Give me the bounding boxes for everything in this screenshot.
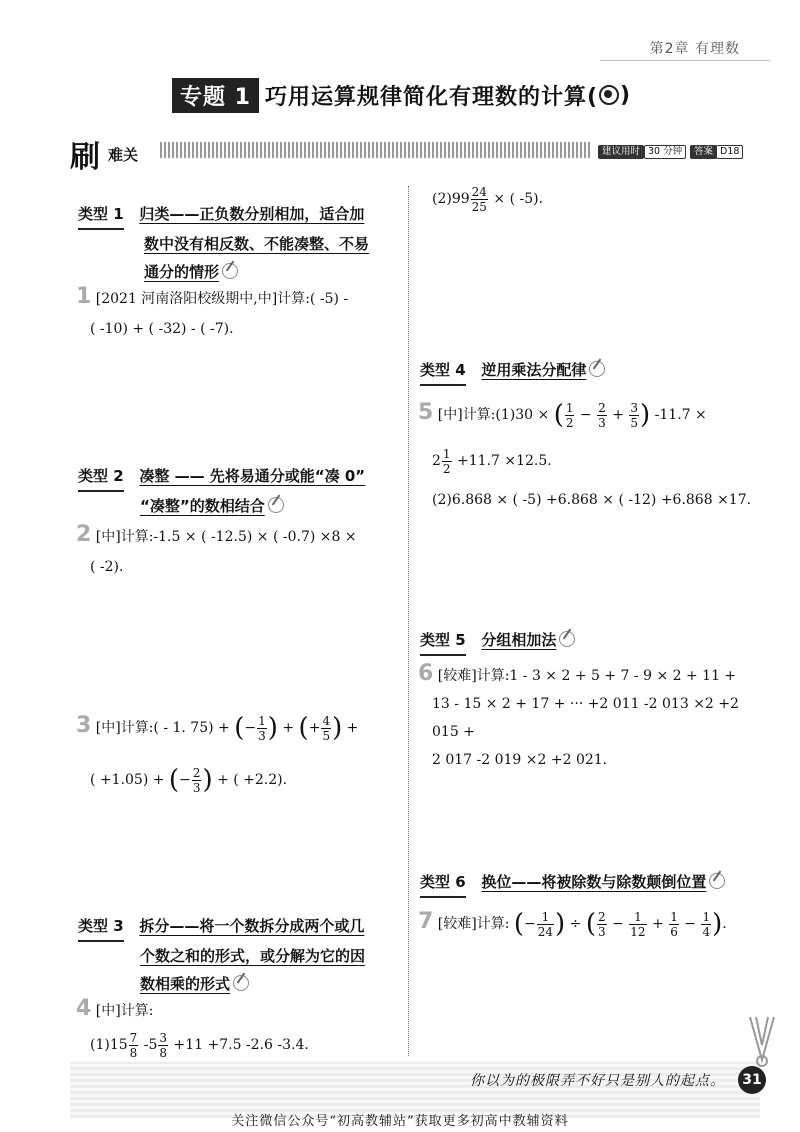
type-6-heading bbox=[420, 868, 765, 898]
fraction: $\frac{4}{5}$ bbox=[322, 713, 331, 743]
type-1-heading bbox=[78, 200, 408, 286]
type-5-label: 类型 5 bbox=[420, 626, 466, 656]
type-4-name: 逆用乘法分配律 bbox=[481, 361, 587, 379]
question-3-number: 3 bbox=[76, 713, 92, 738]
question-3-pre: [中]计算:( - 1. 75) + bbox=[95, 720, 230, 736]
type-6-label: 类型 6 bbox=[420, 868, 466, 898]
question-4-line-1: [中]计算: bbox=[95, 1003, 154, 1019]
question-4-number: 4 bbox=[76, 996, 92, 1021]
type-4-heading bbox=[420, 356, 760, 386]
wechat-notice: 关注微信公众号“初高教辅站”获取更多初高中教辅资料 bbox=[231, 1114, 569, 1129]
question-1 bbox=[76, 282, 406, 344]
title-text: 巧用运算规律简化有理数的计算( bbox=[264, 84, 599, 110]
shua-sub: 难关 bbox=[108, 146, 139, 164]
question-4 bbox=[76, 992, 406, 1062]
fraction: $\frac{1}{3}$ bbox=[258, 713, 266, 743]
type-4-label: 类型 4 bbox=[420, 356, 466, 386]
motto: 你以为的极限弄不好只是别人的起点。 bbox=[470, 1073, 725, 1089]
page-title bbox=[172, 78, 631, 112]
question-2-line-2: ( -2). bbox=[90, 559, 124, 575]
type-5-heading bbox=[420, 626, 760, 656]
type-1-name-2: 数中没有相反数、不能凑整、不易 bbox=[144, 235, 370, 253]
type-2-heading bbox=[78, 462, 408, 520]
fraction: $\frac{1}{2}$ bbox=[442, 446, 451, 476]
page-number: 31 bbox=[738, 1066, 766, 1094]
question-5-number: 5 bbox=[418, 400, 434, 425]
type-2-label: 类型 2 bbox=[78, 462, 124, 492]
fraction: $\frac{2}{3}$ bbox=[598, 400, 606, 430]
question-3-line-2a: ( +1.05) + bbox=[90, 772, 165, 788]
fraction: $\frac{2}{3}$ bbox=[192, 765, 201, 795]
fraction: $\frac{1}{2}$ bbox=[565, 400, 574, 430]
answer-label: 答案 bbox=[690, 145, 717, 159]
fraction: $\frac{7}{8}$ bbox=[129, 1030, 138, 1060]
question-2-number: 2 bbox=[76, 522, 92, 547]
pen-icon bbox=[222, 263, 238, 279]
question-7-number: 7 bbox=[418, 909, 434, 934]
question-3: 3 [中]计算:( - 1. 75) + (− $\frac{1}{3}$ ) + (+ $\frac{4}{5}$ ) + ( +1.05) + (− $\frac{2}{3}$ ) + ( +2.2). bbox=[76, 713, 359, 795]
title-close: ) bbox=[620, 82, 632, 108]
eye-icon bbox=[599, 85, 619, 105]
pen-icon bbox=[268, 497, 284, 513]
pen-icon bbox=[589, 361, 605, 377]
type-3-name-1: 拆分——将一个数拆分成两个或几 bbox=[139, 917, 365, 935]
type-3-label: 类型 3 bbox=[78, 912, 124, 942]
fraction: $\frac{24}{25}$ bbox=[471, 184, 487, 214]
question-1-number: 1 bbox=[76, 284, 92, 309]
chapter-label: 第2章 有理数 bbox=[649, 41, 740, 57]
type-2-name-1: 凑整 —— 先将易通分或能“凑 0” bbox=[139, 467, 366, 485]
question-3-line-2b: + ( +2.2). bbox=[217, 772, 288, 788]
paper-clip-icon bbox=[742, 1015, 782, 1070]
shua-char: 刷 bbox=[70, 140, 100, 175]
fraction: $\frac{1}{6}$ bbox=[670, 909, 678, 939]
type-1-name-3: 通分的情形 bbox=[144, 263, 220, 281]
time-label: 建议用时 bbox=[598, 145, 644, 159]
type-1-label: 类型 1 bbox=[78, 200, 124, 230]
column-divider bbox=[408, 186, 409, 1056]
question-1-line-2: ( -10) + ( -32) - ( -7). bbox=[90, 321, 234, 337]
question-5: 5 [中]计算:(1)30 × ( $\frac{1}{2}$ − $\frac{2}{3}$ + $\frac{3}{5}$ ) -11.7 × 2 $\frac{1}{2}$ +11.7 ×12.5. (2)6.868 × ( -5) +6.868 × ( -12) +6.868 ×17. bbox=[418, 390, 763, 516]
question-4-part-2: (2)99 $\frac{24}{25}$ × ( -5). bbox=[432, 184, 544, 214]
type-5-name: 分组相加法 bbox=[481, 631, 557, 649]
type-2-name-2: “凑整”的数相结合 bbox=[140, 497, 265, 515]
question-7: 7 [较难]计算: (− $\frac{1}{24}$ ) ÷ ( $\frac{2}{3}$ − $\frac{1}{12}$ + $\frac{1}{6}$ − $\frac{1}{4}$ ). bbox=[418, 909, 727, 939]
fraction: $\frac{1}{4}$ bbox=[702, 909, 711, 939]
type-1-name-1: 归类——正负数分别相加，适合加 bbox=[139, 205, 365, 223]
question-2-line-1: [中]计算:-1.5 × ( -12.5) × ( -0.7) ×8 × bbox=[95, 529, 357, 545]
answer-value: D18 bbox=[716, 145, 743, 159]
pen-icon bbox=[233, 975, 249, 991]
question-1-line-1: [2021 河南洛阳校级期中,中]计算:( -5) - bbox=[95, 291, 349, 307]
type-3-heading bbox=[78, 912, 408, 998]
fraction: $\frac{1}{24}$ bbox=[537, 909, 554, 939]
type-6-name: 换位——将被除数与除数颠倒位置 bbox=[481, 873, 707, 891]
question-5-part-2: (2)6.868 × ( -5) +6.868 × ( -12) +6.868 ×17. bbox=[432, 492, 752, 508]
header-rule bbox=[600, 60, 770, 61]
question-4-part-1: (1)15 $\frac{7}{8}$ -5 $\frac{3}{8}$ +11 +7.5 -2.6 -3.4. bbox=[90, 1030, 309, 1060]
title-tag: 专题 1 bbox=[172, 78, 259, 113]
type-3-name-3: 数相乘的形式 bbox=[140, 975, 231, 993]
fraction: $\frac{1}{12}$ bbox=[630, 909, 646, 939]
type-3-name-2: 个数之和的形式，或分解为它的因 bbox=[140, 947, 366, 965]
fraction: $\frac{3}{8}$ bbox=[159, 1030, 168, 1060]
question-6-number: 6 bbox=[418, 661, 434, 686]
question-2 bbox=[76, 520, 406, 582]
time-value: 30 分钟 bbox=[644, 145, 686, 159]
fraction: $\frac{3}{5}$ bbox=[630, 400, 639, 430]
fraction: $\frac{2}{3}$ bbox=[597, 909, 606, 939]
pen-icon bbox=[709, 873, 725, 889]
shua-stripe bbox=[160, 142, 590, 158]
question-6: 6 [较难]计算:1 - 3 × 2 + 5 + 7 - 9 × 2 + 11 + 13 - 15 × 2 + 17 + ··· +2 011 -2 013 ×2 +2 015 + 2 017 -2 019 ×2 +2 021. bbox=[418, 661, 739, 768]
pen-icon bbox=[559, 631, 575, 647]
